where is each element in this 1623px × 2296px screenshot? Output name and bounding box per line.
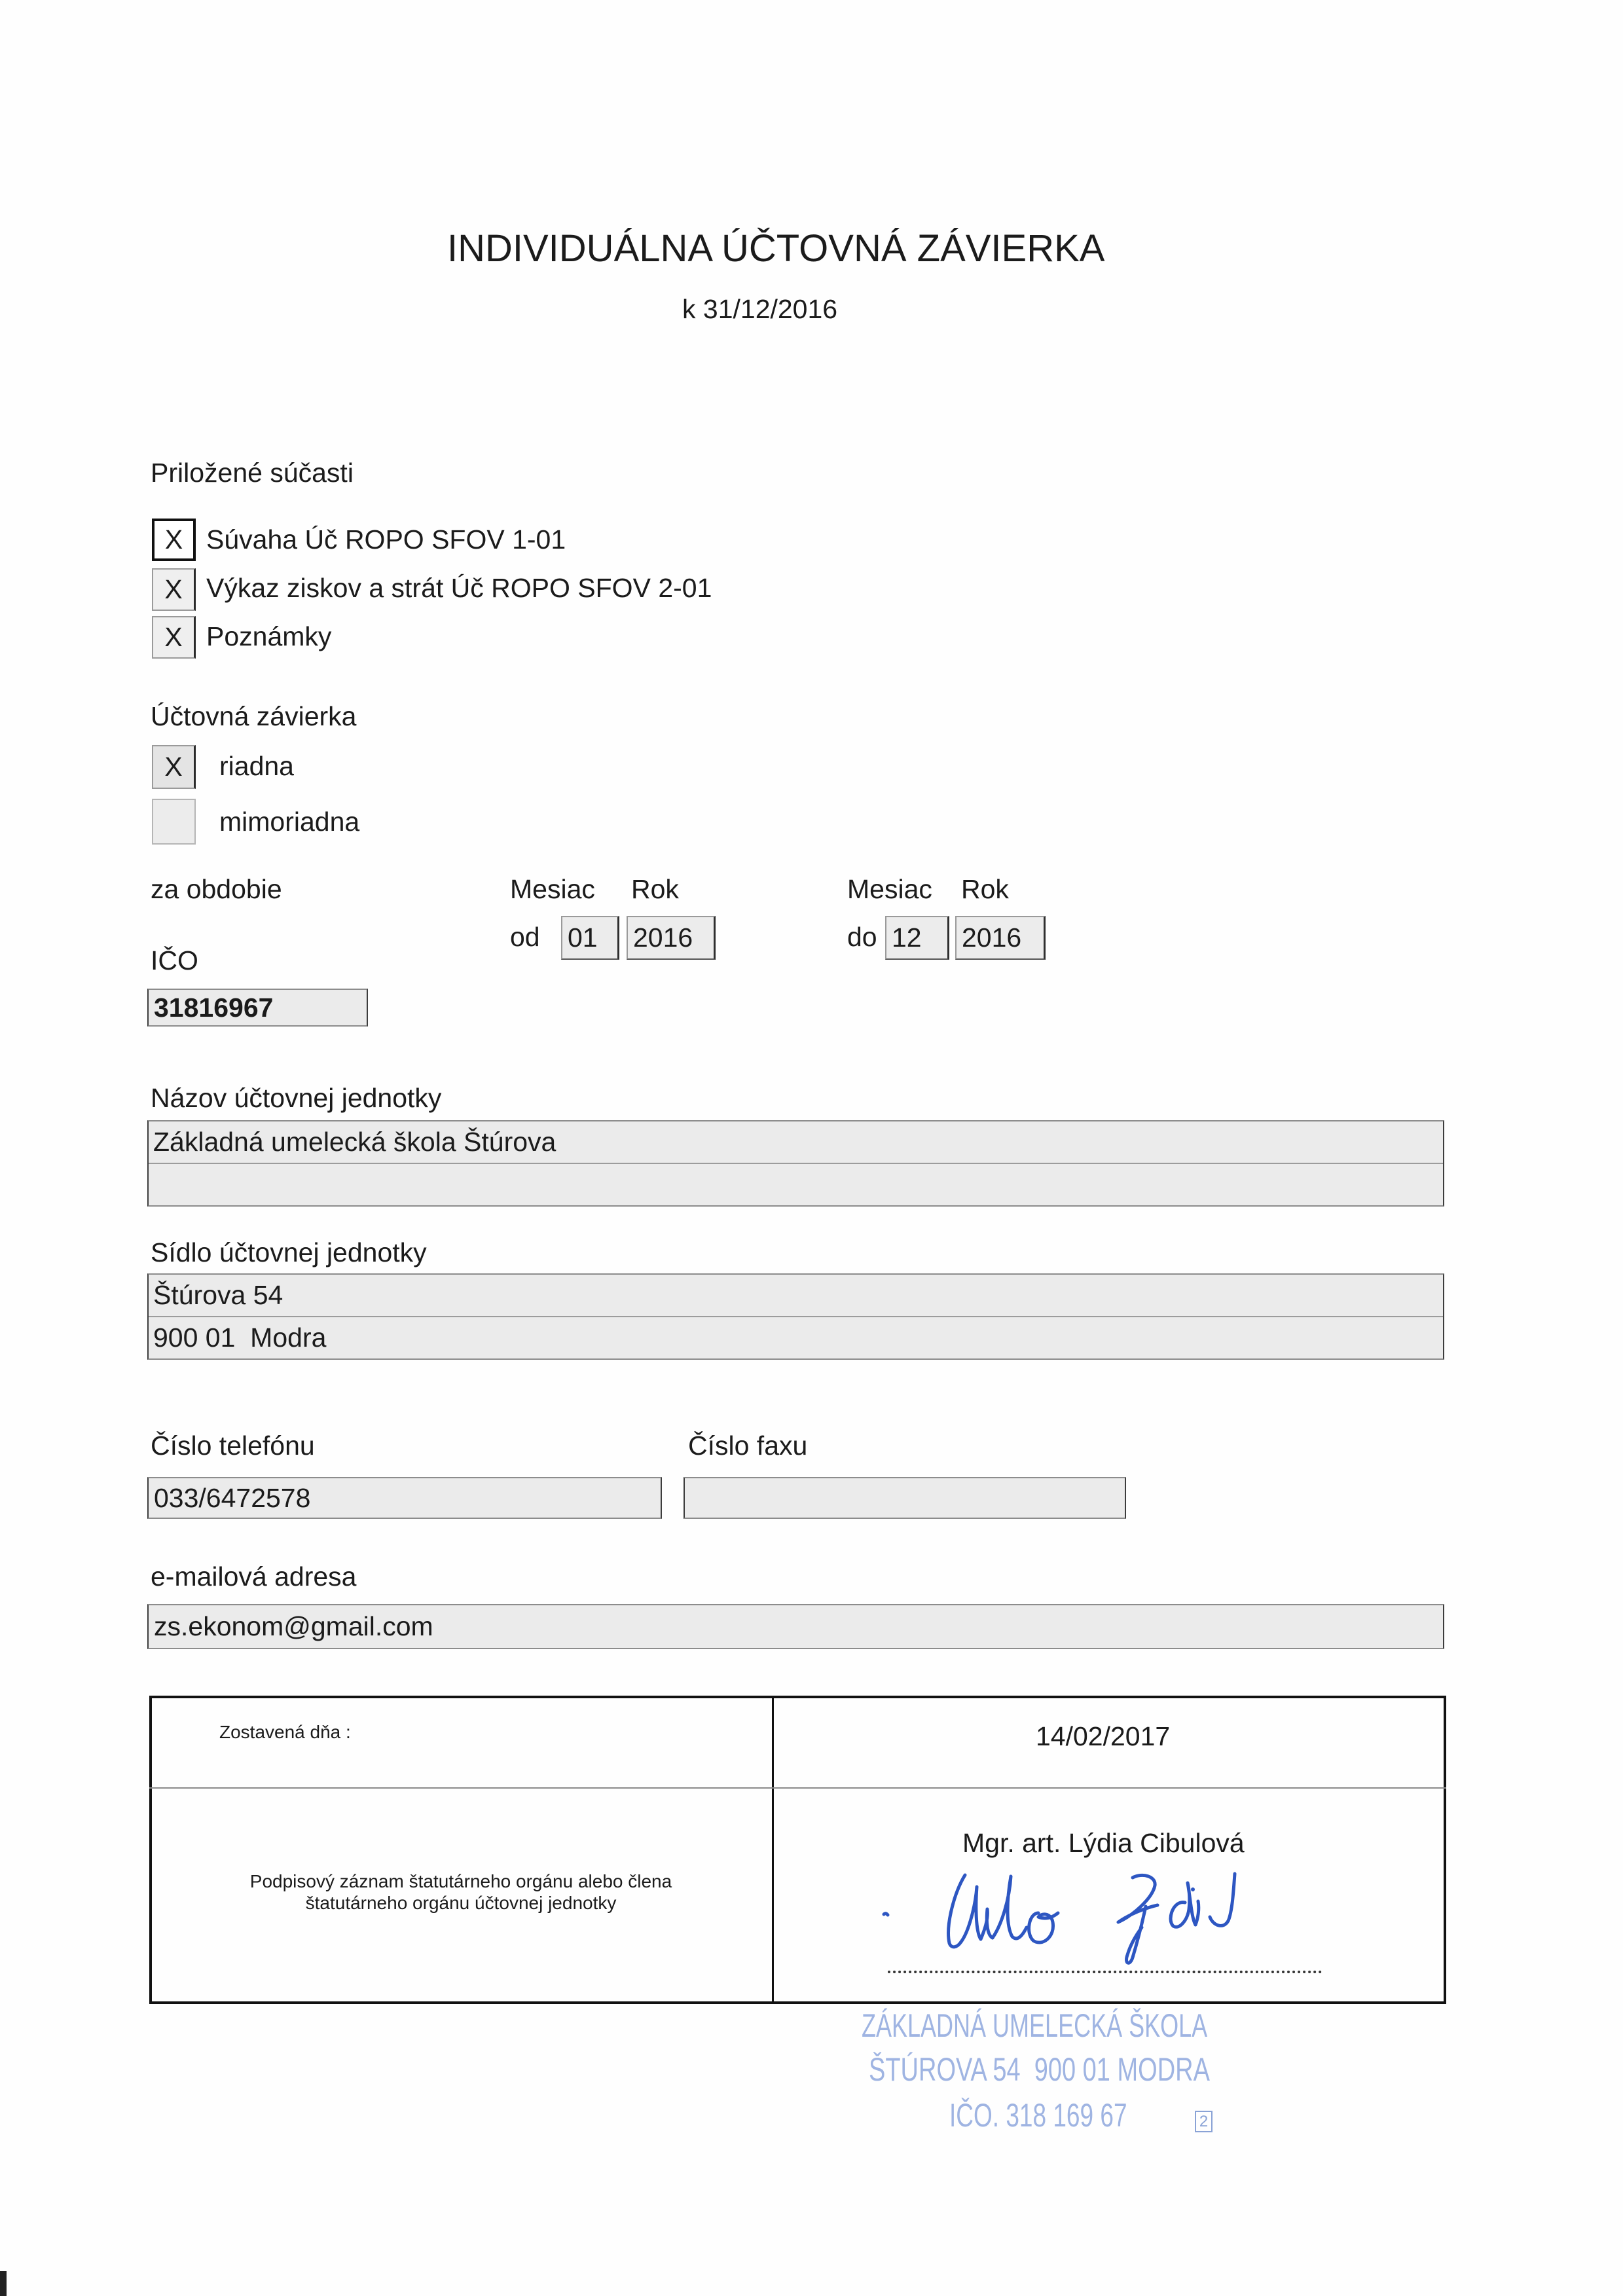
email-field: zs.ekonom@gmail.com [147, 1604, 1444, 1649]
signature-caption [149, 1870, 773, 1914]
checkbox-balance-sheet: X [152, 519, 196, 561]
stamp-line-2: ŠTÚROVA 54 900 01 MODRA [869, 2051, 1210, 2088]
handwritten-signature [877, 1859, 1257, 1977]
stamp-line-3: IČO. 318 169 67 [949, 2097, 1127, 2134]
stamp-line-1: ZÁKLADNÁ UMELECKÁ ŠKOLA [862, 2007, 1208, 2044]
checkbox-profit-loss: X [152, 568, 196, 611]
signatory-name: Mgr. art. Lýdia Cibulová [962, 1828, 1245, 1858]
period-to-month-label: Mesiac [847, 874, 932, 904]
period-from-prefix: od [510, 922, 540, 952]
period-label: za obdobie [151, 874, 282, 904]
fax-label: Číslo faxu [688, 1430, 808, 1461]
signature-line [888, 1971, 1322, 1973]
period-from-month-label: Mesiac [510, 874, 595, 904]
entity-name-line-2 [149, 1163, 1443, 1205]
stamp-badge: 2 [1195, 2111, 1213, 2132]
phone-label: Číslo telefónu [151, 1430, 315, 1461]
checkbox-extraordinary [152, 799, 196, 845]
fax-field [684, 1477, 1126, 1519]
period-to-month-field: 12 [885, 916, 949, 960]
period-from-year-field: 2016 [627, 916, 716, 960]
period-to-year-field: 2016 [955, 916, 1046, 960]
ico-label: IČO [151, 945, 198, 975]
as-of-date: k 31/12/2016 [682, 294, 838, 324]
entity-name-field [147, 1120, 1444, 1207]
checkbox-regular-label: riadna [219, 751, 294, 781]
signature-caption-line-1: Podpisový záznam štatutárneho orgánu alebo člena [249, 1871, 672, 1891]
compiled-date-label: Zostavená dňa : [219, 1722, 351, 1742]
signature-table-column-divider [772, 1696, 774, 2004]
compiled-date-value: 14/02/2017 [1036, 1721, 1171, 1751]
phone-field: 033/6472578 [147, 1477, 662, 1519]
document-title: INDIVIDUÁLNA ÚČTOVNÁ ZÁVIERKA [447, 227, 1105, 270]
checkbox-extraordinary-label: mimoriadna [219, 807, 360, 837]
checkbox-balance-sheet-label: Súvaha Úč ROPO SFOV 1-01 [206, 524, 566, 555]
signature-table-row-divider [149, 1787, 1446, 1789]
statement-type-heading: Účtovná závierka [151, 701, 357, 731]
period-to-year-label: Rok [961, 874, 1009, 904]
ico-field: 31816967 [147, 989, 368, 1027]
seat-line-2: 900 01 Modra [149, 1316, 1443, 1358]
checkbox-regular: X [152, 745, 196, 789]
signature-caption-line-2: štatutárneho orgánu účtovnej jednotky [305, 1893, 617, 1913]
email-label: e-mailová adresa [151, 1561, 357, 1592]
entity-name-label: Názov účtovnej jednotky [151, 1083, 442, 1113]
checkbox-notes-label: Poznámky [206, 621, 332, 651]
checkbox-profit-loss-label: Výkaz ziskov a strát Úč ROPO SFOV 2-01 [206, 573, 712, 603]
seat-label: Sídlo účtovnej jednotky [151, 1237, 427, 1267]
scan-edge-mark [0, 2271, 7, 2296]
period-from-month-field: 01 [561, 916, 619, 960]
attached-parts-heading: Priložené súčasti [151, 458, 354, 488]
period-from-year-label: Rok [631, 874, 679, 904]
checkbox-notes: X [152, 616, 196, 659]
seat-field [147, 1273, 1444, 1360]
seat-line-1: Štúrova 54 [153, 1280, 283, 1310]
period-to-prefix: do [847, 922, 877, 952]
entity-name-line-1: Základná umelecká škola Štúrova [153, 1127, 556, 1157]
